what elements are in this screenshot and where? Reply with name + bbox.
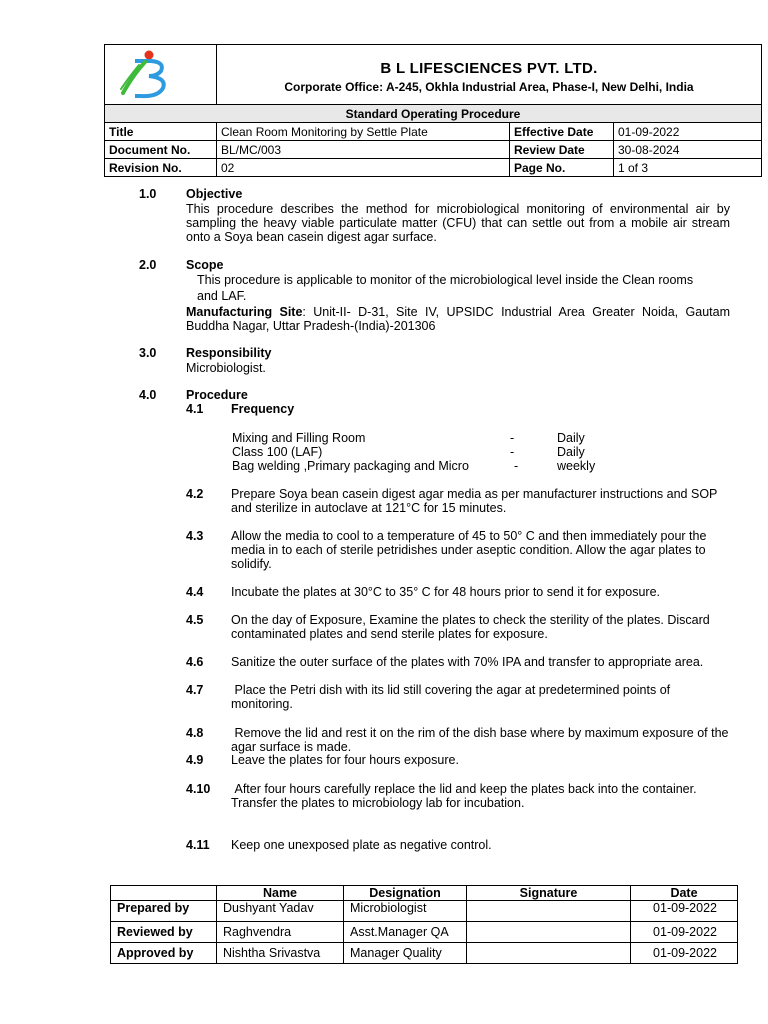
step-number: 4.11 — [186, 838, 210, 852]
approval-header-row — [111, 886, 738, 901]
step-number: 4.10 — [186, 782, 211, 796]
frequency-area: Mixing and Filling Room — [232, 431, 366, 445]
approval-role: Prepared by — [111, 901, 217, 922]
header-value: 02 — [217, 159, 510, 177]
section-number: 3.0 — [139, 346, 157, 360]
header-label: Revision No. — [105, 159, 217, 177]
step-number: 4.8 — [186, 726, 204, 740]
frequency-value: Daily — [557, 431, 585, 445]
frequency-value: Daily — [557, 445, 585, 459]
approval-signature — [467, 922, 631, 943]
step-number: 4.5 — [186, 613, 204, 627]
header-value: Clean Room Monitoring by Settle Plate — [217, 123, 510, 141]
step-text: Place the Petri dish with its lid still covering the agar at predetermined points of monitoring. — [231, 683, 674, 711]
approval-signature — [467, 901, 631, 922]
company-logo — [105, 45, 180, 101]
column-header: Date — [631, 886, 738, 901]
step-number: 4.6 — [186, 655, 204, 669]
step-number: 4.4 — [186, 585, 204, 599]
sop-label: Standard Operating Procedure — [105, 105, 762, 123]
document-header — [104, 44, 762, 177]
step-number: 4.3 — [186, 529, 204, 543]
column-header — [111, 886, 217, 901]
header-value: 30-08-2024 — [614, 141, 762, 159]
approval-table — [110, 885, 738, 964]
frequency-dash: - — [510, 445, 515, 459]
header-label: Document No. — [105, 141, 217, 159]
approval-name: Nishtha Srivastva — [217, 943, 344, 964]
header-value: BL/MC/003 — [217, 141, 510, 159]
scope-text: This procedure is applicable to monitor of the microbiological level inside the Clean rooms and LAF. — [197, 273, 694, 303]
frequency-area: Class 100 (LAF) — [232, 445, 323, 459]
section-number: 1.0 — [139, 187, 157, 201]
approval-designation: Asst.Manager QA — [344, 922, 467, 943]
company-cell — [217, 45, 762, 105]
header-row — [105, 159, 762, 177]
step-text: Prepare Soya bean casein digest agar media as per manufacturer instructions and SOP and sterilize in autoclave at 121°C for 15 minutes. — [231, 487, 718, 515]
section-number: 4.0 — [139, 388, 157, 402]
header-value: 01-09-2022 — [614, 123, 762, 141]
header-label: Review Date — [510, 141, 614, 159]
step-number: 4.2 — [186, 487, 204, 501]
header-label: Title — [105, 123, 217, 141]
frequency-value: weekly — [557, 459, 596, 473]
table-row — [111, 943, 738, 964]
step-text: Incubate the plates at 30°C to 35° C for 48 hours prior to send it for exposure. — [231, 585, 660, 599]
section-title: Scope — [186, 258, 224, 272]
site-text: : Unit-II- D-31, Site IV, UPSIDC Industrial Area Greater Noida, Gautam Buddha Nagar, Uttar Pradesh-(India)-201306 — [186, 305, 730, 333]
logo-cell — [105, 45, 217, 105]
approval-date: 01-09-2022 — [631, 922, 738, 943]
section-number: 2.0 — [139, 258, 157, 272]
company-name: B L LIFESCIENCES PVT. LTD. — [380, 59, 598, 77]
header-row — [105, 141, 762, 159]
site-label: Manufacturing Site — [186, 305, 303, 319]
manufacturing-site — [186, 305, 730, 333]
header-row — [105, 123, 762, 141]
section-title: Objective — [186, 187, 243, 201]
step-text: On the day of Exposure, Examine the plates to check the sterility of the plates. Discard contaminated plates and send sterile plates for exposure. — [231, 613, 710, 641]
step-number: 4.1 — [186, 402, 204, 416]
approval-name: Dushyant Yadav — [217, 901, 344, 922]
approval-name: Raghvendra — [217, 922, 344, 943]
step-text: Remove the lid and rest it on the rim of the dish base where by maximum exposure of the agar surface is made. — [231, 726, 732, 754]
responsibility-text: Microbiologist. — [186, 361, 266, 375]
approval-signature — [467, 943, 631, 964]
table-row — [111, 901, 738, 922]
section-title: Responsibility — [186, 346, 272, 360]
header-label: Page No. — [510, 159, 614, 177]
approval-date: 01-09-2022 — [631, 901, 738, 922]
column-header: Name — [217, 886, 344, 901]
step-text: After four hours carefully replace the lid and keep the plates back into the container. Transfer the plates to microbiology lab for incubation. — [231, 782, 700, 810]
step-number: 4.7 — [186, 683, 204, 697]
step-text: Allow the media to cool to a temperature of 45 to 50° C and then immediately pour the media in to each of sterile petridishes under aseptic condition. Allow the agar plates to solidify. — [231, 529, 707, 571]
column-header: Designation — [344, 886, 467, 901]
approval-role: Reviewed by — [111, 922, 217, 943]
approval-date: 01-09-2022 — [631, 943, 738, 964]
frequency-dash: - — [514, 459, 519, 473]
table-row — [111, 922, 738, 943]
header-value: 1 of 3 — [614, 159, 762, 177]
frequency-dash: - — [510, 431, 515, 445]
frequency-title: Frequency — [231, 402, 295, 416]
column-header: Signature — [467, 886, 631, 901]
approval-designation: Microbiologist — [344, 901, 467, 922]
frequency-area: Bag welding ,Primary packaging and Micro — [232, 459, 469, 473]
company-address: Corporate Office: A-245, Okhla Industrial Area, Phase-I, New Delhi, India — [284, 79, 694, 94]
step-text: Keep one unexposed plate as negative control. — [231, 838, 492, 852]
approval-role: Approved by — [111, 943, 217, 964]
objective-text: This procedure describes the method for microbiological monitoring of environmental air by sampling the heavy viable particulate matter (CFU) that can settle out from a mobile air stream onto a Soya bean casein digest agar surface. — [186, 202, 730, 244]
step-number: 4.9 — [186, 753, 204, 767]
step-text: Leave the plates for four hours exposure. — [231, 753, 459, 767]
approval-designation: Manager Quality — [344, 943, 467, 964]
header-label: Effective Date — [510, 123, 614, 141]
section-title: Procedure — [186, 388, 248, 402]
step-text: Sanitize the outer surface of the plates with 70% IPA and transfer to appropriate area. — [231, 655, 704, 669]
